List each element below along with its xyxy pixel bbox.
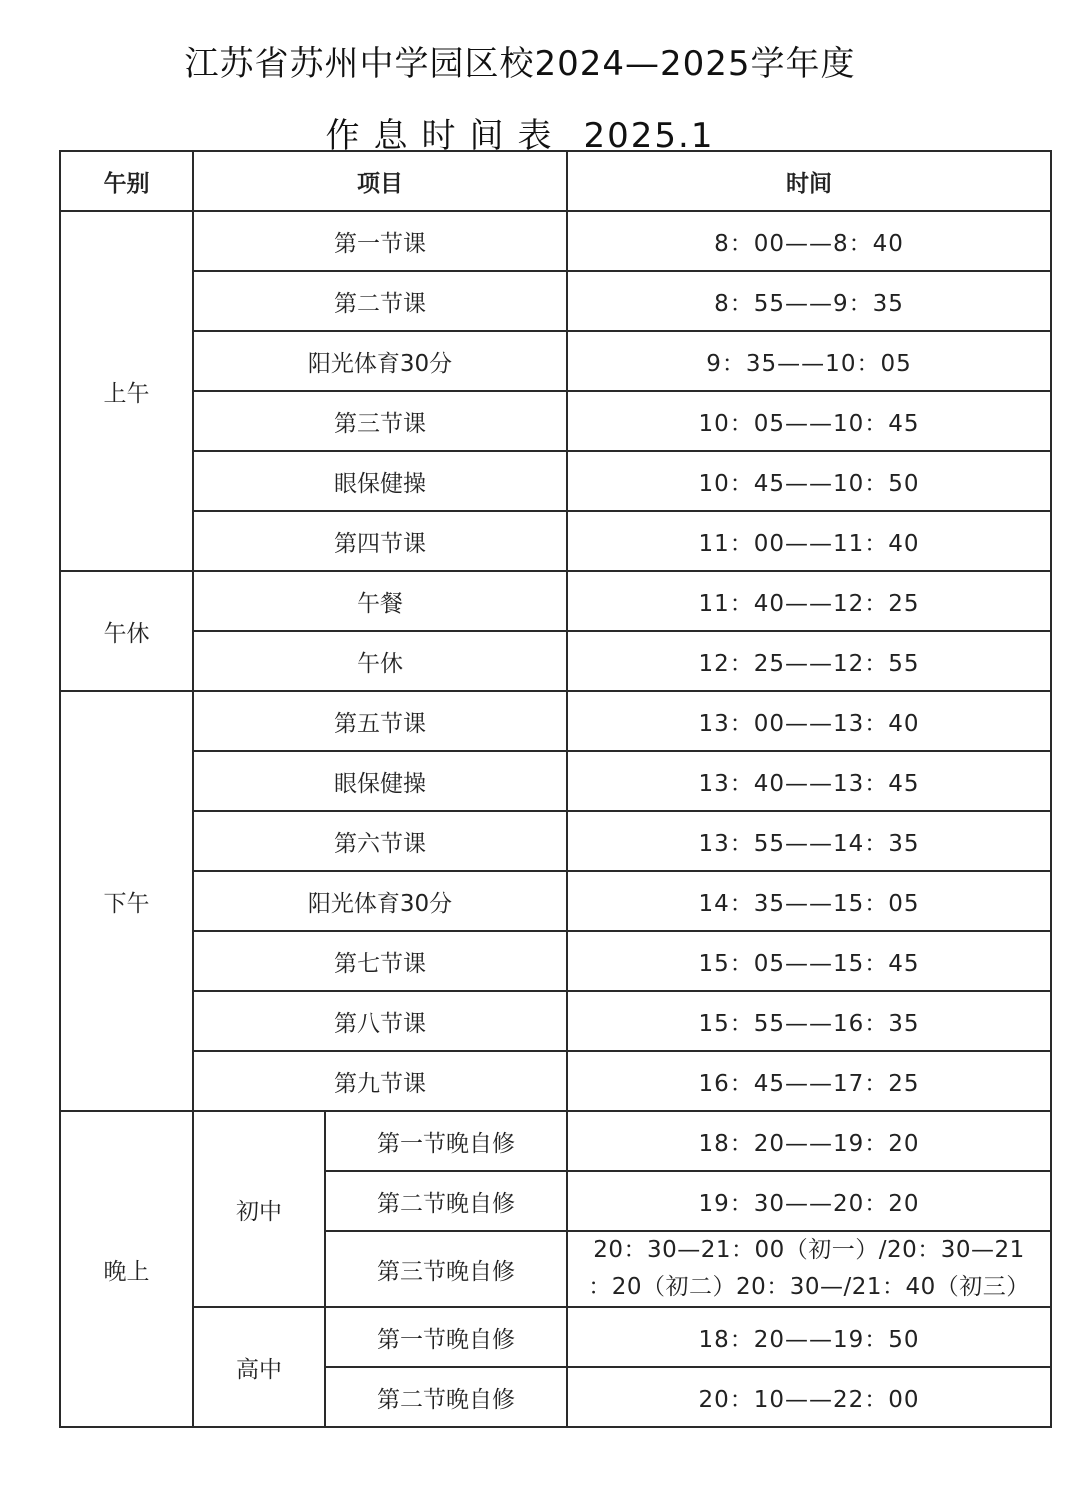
period-afternoon: 下午 (60, 691, 193, 1111)
table-row (60, 571, 1051, 631)
period-morning: 上午 (60, 211, 193, 571)
row-time: 10：05——10：45 (567, 391, 1051, 451)
row-time: 8：55——9：35 (567, 271, 1051, 331)
row-time: 13：00——13：40 (567, 691, 1051, 751)
header-time: 时间 (567, 151, 1051, 211)
row-item: 第二节晚自修 (325, 1171, 567, 1231)
row-item: 第三节晚自修 (325, 1231, 567, 1307)
row-time: 11：00——11：40 (567, 511, 1051, 571)
table-row (60, 811, 1051, 871)
subtitle-date: 2025.1 (583, 116, 715, 156)
row-time: 18：20——19：20 (567, 1111, 1051, 1171)
time-line-1: 20：30—21：00（初一）/20：30—21 (593, 1237, 1025, 1263)
row-item: 阳光体育30分 (193, 871, 567, 931)
table-row (60, 1307, 1051, 1367)
row-time: 18：20——19：50 (567, 1307, 1051, 1367)
table-row (60, 1051, 1051, 1111)
row-time: 11：40——12：25 (567, 571, 1051, 631)
table-row (60, 751, 1051, 811)
row-item: 眼保健操 (193, 751, 567, 811)
row-time: 14：35——15：05 (567, 871, 1051, 931)
row-item: 第三节课 (193, 391, 567, 451)
table-row (60, 931, 1051, 991)
table-row (60, 691, 1051, 751)
time-line-2: ：20（初二）20：30—/21：40（初三） (588, 1274, 1030, 1300)
level-senior: 高中 (193, 1307, 325, 1427)
subtitle-main: 作息时间表 (325, 116, 566, 156)
row-time-multiline (567, 1231, 1051, 1307)
row-time: 8：00——8：40 (567, 211, 1051, 271)
row-item: 第二节晚自修 (325, 1367, 567, 1427)
row-item: 第四节课 (193, 511, 567, 571)
row-time: 19：30——20：20 (567, 1171, 1051, 1231)
row-time: 13：55——14：35 (567, 811, 1051, 871)
row-item: 第二节课 (193, 271, 567, 331)
row-time: 13：40——13：45 (567, 751, 1051, 811)
table-row (60, 271, 1051, 331)
row-item: 第八节课 (193, 991, 567, 1051)
row-item: 第六节课 (193, 811, 567, 871)
row-item: 第一节课 (193, 211, 567, 271)
row-item: 第七节课 (193, 931, 567, 991)
table-row (60, 391, 1051, 451)
table-row (60, 991, 1051, 1051)
schedule-table (59, 150, 1052, 1428)
row-time: 10：45——10：50 (567, 451, 1051, 511)
level-junior: 初中 (193, 1111, 325, 1307)
page-title: 江苏省苏州中学园区校2024—2025学年度 (184, 44, 856, 84)
row-time: 20：10——22：00 (567, 1367, 1051, 1427)
row-item: 阳光体育30分 (193, 331, 567, 391)
row-time: 15：05——15：45 (567, 931, 1051, 991)
table-row (60, 631, 1051, 691)
row-item: 第九节课 (193, 1051, 567, 1111)
table-row (60, 331, 1051, 391)
row-time: 15：55——16：35 (567, 991, 1051, 1051)
table-row (60, 451, 1051, 511)
row-item: 午休 (193, 631, 567, 691)
table-row (60, 211, 1051, 271)
table-row (60, 871, 1051, 931)
row-item: 午餐 (193, 571, 567, 631)
header-item: 项目 (193, 151, 567, 211)
table-row (60, 1111, 1051, 1171)
header-period: 午别 (60, 151, 193, 211)
row-time: 12：25——12：55 (567, 631, 1051, 691)
header-row (60, 151, 1051, 211)
period-evening: 晚上 (60, 1111, 193, 1427)
table-row (60, 511, 1051, 571)
row-item: 眼保健操 (193, 451, 567, 511)
period-noon: 午休 (60, 571, 193, 691)
row-item: 第一节晚自修 (325, 1307, 567, 1367)
row-item: 第一节晚自修 (325, 1111, 567, 1171)
row-time: 9：35——10：05 (567, 331, 1051, 391)
row-time: 16：45——17：25 (567, 1051, 1051, 1111)
row-item: 第五节课 (193, 691, 567, 751)
